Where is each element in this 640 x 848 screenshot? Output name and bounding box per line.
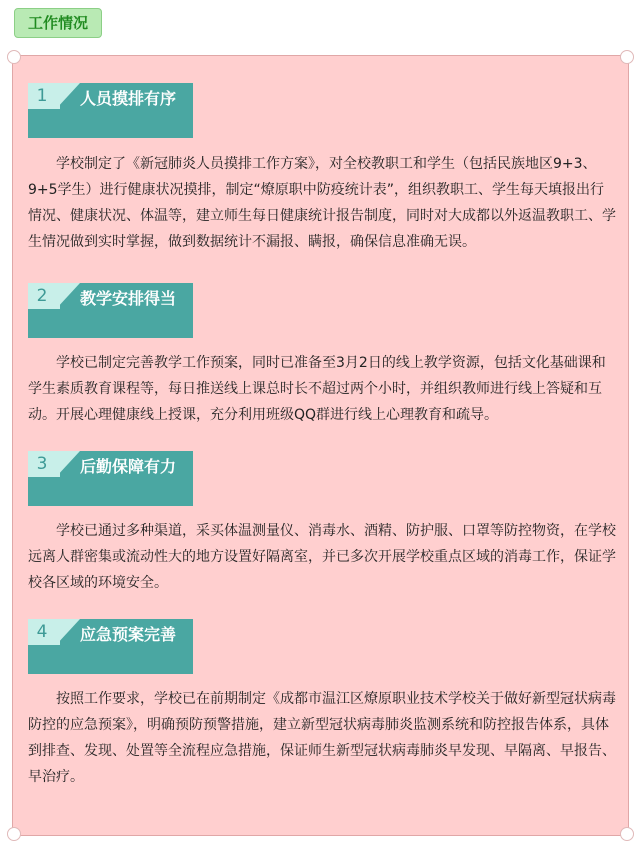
section-title: 人员摸排有序: [80, 89, 177, 108]
section-body: 学校制定了《新冠肺炎人员摸排工作方案》，对全校教职工和学生（包括民族地区9+3、9+5学生）进行健康状况摸排，制定“燎原职中防疫统计表”，组织教职工、学生每天填报出行情况、健康状况、体温等，建立师生每日健康统计报告制度，同时对大成都以外返温教职工、学生情况做到实时掌握，做到数据统计不漏报、瞒报，确保信息准确无误。: [28, 156, 616, 250]
section-number-notch: [56, 619, 80, 645]
section-body: 学校已制定完善教学工作预案，同时已准备至3月2日的线上教学资源，包括文化基础课和学生素质教育课程等，每日推送线上课总时长不超过两个小时，并组织教师进行线上答疑和互动。开展心理健康线上授课，充分利用班级QQ群进行线上心理教育和疏导。: [28, 355, 606, 423]
section-title: 教学安排得当: [80, 289, 177, 308]
section-number: 1: [36, 86, 48, 106]
section-number-notch: [56, 451, 80, 477]
section-header-1: [28, 83, 193, 138]
section-title: 后勤保障有力: [80, 457, 177, 476]
panel-corner-decoration: [620, 827, 634, 841]
section-number-notch: [56, 83, 80, 109]
section-body: 学校已通过多种渠道，采买体温测量仪、消毒水、酒精、防护服、口罩等防控物资，在学校远离人群密集或流动性大的地方设置好隔离室，并已多次开展学校重点区域的消毒工作，保证学校各区域的环境安全。: [28, 523, 616, 591]
panel-corner-decoration: [7, 50, 21, 64]
section-header-3: [28, 451, 193, 506]
section-title: 应急预案完善: [80, 625, 177, 644]
section-header-4: [28, 619, 193, 674]
section-body: 按照工作要求，学校已在前期制定《成都市温江区燎原职业技术学校关于做好新型冠状病毒防控的应急预案》，明确预防预警措施，建立新型冠状病毒肺炎监测系统和防控报告体系，具体到排查、发现、处置等全流程应急措施，保证师生新型冠状病毒肺炎早发现、早隔离、早报告、早治疗。: [28, 691, 616, 785]
section-tab-work-status: 工作情况: [14, 8, 102, 38]
section-number: 3: [36, 454, 48, 474]
section-number-notch: [56, 283, 80, 309]
content-panel: [12, 55, 629, 836]
section-number: 2: [36, 286, 48, 306]
panel-corner-decoration: [7, 827, 21, 841]
section-header-2: [28, 283, 193, 338]
panel-corner-decoration: [620, 50, 634, 64]
section-number: 4: [36, 622, 48, 642]
